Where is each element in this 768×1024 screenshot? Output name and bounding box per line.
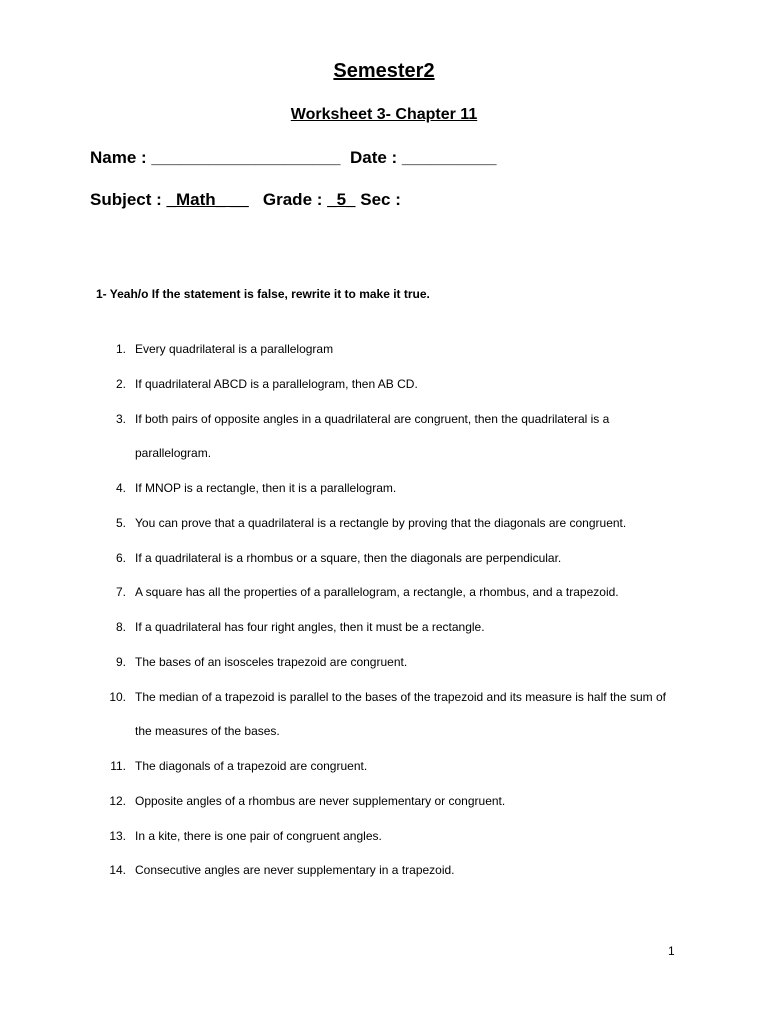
subject-grade-line <box>90 190 401 210</box>
question-number: 13. <box>109 828 126 843</box>
question-number: 4. <box>115 481 126 495</box>
question-item <box>0 402 768 472</box>
date-blank: __________ <box>401 148 497 167</box>
page-number: 1 <box>668 944 675 958</box>
question-text: Opposite angles of a rhombus are never supplementary or congruent. <box>135 793 506 808</box>
subject-value: _Math_ __ <box>166 190 249 209</box>
question-text: In a kite, there is one pair of congruent angles. <box>135 828 382 843</box>
question-item <box>0 471 768 506</box>
question-item <box>0 853 768 888</box>
question-text: If quadrilateral ABCD is a parallelogram, then AB CD. <box>135 376 418 391</box>
question-item <box>0 784 768 819</box>
question-number: 9. <box>115 654 126 669</box>
question-text: If both pairs of opposite angles in a quadrilateral are congruent, then the quadrilateral is a parallelogram. <box>135 411 610 461</box>
question-number: 12. <box>109 793 126 808</box>
question-number: 8. <box>115 620 126 634</box>
question-text: You can prove that a quadrilateral is a rectangle by proving that the diagonals are congruent. <box>135 515 627 530</box>
question-text: Consecutive angles are never supplementary in a trapezoid. <box>135 863 455 878</box>
name-date-line <box>90 148 496 168</box>
worksheet-title: Worksheet 3- Chapter 11 <box>290 106 478 123</box>
question-item <box>0 367 768 402</box>
question-item <box>0 819 768 854</box>
sec-label: Sec : <box>355 190 401 209</box>
date-label: Date : <box>340 148 402 167</box>
question-text: If MNOP is a rectangle, then it is a parallelogram. <box>135 481 397 495</box>
semester-title: Semester2 <box>333 60 435 82</box>
grade-label: Grade : <box>248 190 328 209</box>
question-item <box>0 332 768 367</box>
question-text: The diagonals of a trapezoid are congruent. <box>135 759 368 773</box>
instruction-text: 1- Yeah/o If the statement is false, rewrite it to make it true. <box>96 287 430 301</box>
name-label: Name : <box>90 148 152 167</box>
question-number: 2. <box>115 376 126 391</box>
question-text: If a quadrilateral has four right angles, then it must be a rectangle. <box>135 620 485 634</box>
question-text: The median of a trapezoid is parallel to the bases of the trapezoid and its measure is half the sum of the measures of the bases. <box>135 689 666 739</box>
question-number: 10. <box>109 689 126 704</box>
question-text: If a quadrilateral is a rhombus or a square, then the diagonals are perpendicular. <box>135 550 562 565</box>
grade-value: _5_ <box>327 190 356 209</box>
question-text: Every quadrilateral is a parallelogram <box>135 342 334 356</box>
question-item <box>0 680 768 750</box>
question-number: 6. <box>115 550 126 565</box>
question-number: 1. <box>115 342 126 356</box>
name-blank: ____________________ <box>151 148 341 167</box>
question-item <box>0 575 768 610</box>
question-item <box>0 749 768 784</box>
question-item <box>0 541 768 576</box>
question-item <box>0 610 768 645</box>
question-text: A square has all the properties of a parallelogram, a rectangle, a rhombus, and a trapezoid. <box>135 585 619 600</box>
question-number: 5. <box>115 515 126 530</box>
question-item <box>0 645 768 680</box>
question-list <box>0 332 768 888</box>
question-number: 7. <box>115 585 126 600</box>
question-text: The bases of an isosceles trapezoid are congruent. <box>135 654 408 669</box>
question-number: 3. <box>115 411 126 426</box>
question-item <box>0 506 768 541</box>
subject-label: Subject : <box>90 190 167 209</box>
question-number: 14. <box>109 863 126 878</box>
question-number: 11. <box>110 759 126 773</box>
